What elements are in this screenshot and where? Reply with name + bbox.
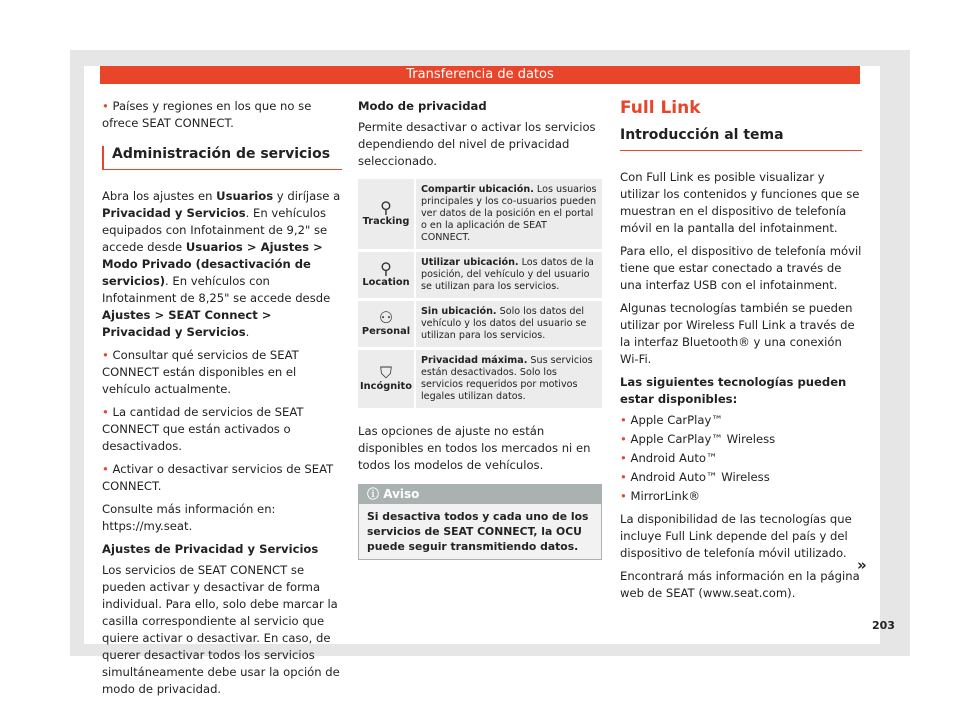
paragraph-servicios: Los servicios de SEAT CONENCT se pueden activar y desactivar de forma individual. Para ello, solo debe marcar la casilla correspondiente al servicio que quiere activar o desactivar. En caso, de querer desactivar todos los servicios simultáneamente debe usar la opción de modo de privacidad. [102, 563, 340, 696]
table-row [358, 350, 602, 408]
notice-header [359, 485, 601, 504]
bullet-item: • Apple CarPlay™ Wireless [620, 431, 862, 448]
continue-marker: » [857, 556, 867, 574]
menu-path: Usuarios > Ajustes > Modo Privado (desactivación de servicios) [102, 240, 323, 288]
menu-path: Ajustes > SEAT Connect > Privacidad y Servicios [102, 308, 272, 339]
table-row [358, 301, 602, 347]
text: . En vehículos con Infotainment de 8,25" se accede desde [102, 274, 331, 305]
paragraph-note: Las opciones de ajuste no están disponibles en todos los mercados ni en todos los modelos de vehículos. [358, 424, 591, 472]
mode-title: Sin ubicación. [421, 306, 497, 317]
heading-administracion: Administración de servicios [102, 146, 342, 170]
bullet-item: • Android Auto™ Wireless [620, 469, 862, 486]
person-icon: ⚇ [378, 308, 394, 327]
mode-title: Compartir ubicación. [421, 184, 534, 195]
mode-cell [358, 252, 416, 298]
subheading-privacidad: Ajustes de Privacidad y Servicios [102, 542, 319, 556]
bullet-item: • MirrorLink® [620, 488, 862, 505]
table-row [358, 252, 602, 298]
subheading-modo: Modo de privacidad [358, 99, 487, 113]
location-icon: ⚲ [380, 259, 392, 278]
text: Abra los ajustes en [102, 189, 217, 203]
paragraph-ajustes [102, 188, 342, 341]
table-row [358, 179, 602, 249]
mode-desc [416, 301, 602, 347]
paragraph: Con Full Link es posible visualizar y utilizar los contenidos y funciones que se muestran en el dispositivo de telefonía móvil en la pantalla del infotainment. [620, 170, 860, 235]
mode-desc [416, 350, 602, 408]
mode-cell [358, 350, 416, 408]
menu-path: Usuarios [216, 189, 274, 203]
heading-introduccion: Introducción al tema [620, 127, 862, 151]
column-2 [358, 98, 602, 560]
mode-cell [358, 179, 416, 249]
text: . [245, 325, 250, 339]
notice-title: Aviso [383, 487, 420, 501]
bullet-item: • La cantidad de servicios de SEAT CONNECT que están activados o desactivados. [102, 404, 342, 455]
bullet-item: • Activar o desactivar servicios de SEAT CONNECT. [102, 461, 342, 495]
paragraph: Algunas tecnologías también se pueden utilizar por Wireless Full Link a través de la interfaz Bluetooth® y una conexión Wi-Fi. [620, 301, 855, 366]
mode-title: Utilizar ubicación. [421, 257, 519, 268]
text: . En vehículos equipados con Infotainment de 9,2" se accede desde [102, 206, 328, 254]
mode-text: Los usuarios principales y los co-usuarios pueden ver datos de la posición en el portal o en la aplicación de SEAT CONNECT. [421, 184, 597, 243]
privacy-modes-table [358, 176, 602, 411]
incognito-icon: ⛉ [379, 363, 392, 382]
bullet-item: • Países y regiones en los que no se ofrece SEAT CONNECT. [102, 98, 342, 132]
mode-label: Tracking [362, 216, 410, 227]
mode-text: Los datos de la posición, del vehículo y del usuario se utilizan para los servicios. [421, 257, 594, 292]
mode-cell [358, 301, 416, 347]
column-1 [102, 98, 342, 704]
mode-text: Solo los datos del vehículo y los datos del usuario se utilizan para los servicios. [421, 306, 587, 341]
title-full-link: Full Link [620, 98, 701, 118]
mode-text: Sus servicios están desactivados. Solo los servicios requeridos por motivos legales utilizan datos. [421, 355, 593, 402]
paragraph: La disponibilidad de las tecnologías que incluye Full Link depende del país y del dispositivo de telefonía móvil utilizado. [620, 512, 852, 560]
mode-label: Location [362, 277, 410, 288]
bullet-item: • Android Auto™ [620, 450, 862, 467]
page-number: 203 [872, 619, 895, 632]
paragraph-intro: Permite desactivar o activar los servicios dependiendo del nivel de privacidad seleccionado. [358, 120, 596, 168]
section-header: Transferencia de datos [100, 66, 860, 84]
bullet-item: • Consultar qué servicios de SEAT CONNECT están disponibles en el vehículo actualmente. [102, 347, 342, 398]
mode-label: Incógnito [360, 381, 412, 392]
text: y diríjase a [273, 189, 341, 203]
mode-desc [416, 179, 602, 249]
bullet-item: • Apple CarPlay™ [620, 412, 862, 429]
column-3 [620, 98, 862, 608]
paragraph: Encontrará más información en la página web de SEAT (www.seat.com). [620, 569, 860, 600]
notice-text: Si desactiva todos y cada uno de los servicios de SEAT CONNECT, la OCU puede seguir transmitiendo datos. [359, 504, 601, 559]
menu-path: Privacidad y Servicios [102, 206, 246, 220]
mode-title: Privacidad máxima. [421, 355, 528, 366]
tracking-icon: ⚲ [380, 198, 392, 217]
paragraph: Para ello, el dispositivo de telefonía móvil tiene que estar conectado a través de una interfaz USB con el infotainment. [620, 244, 862, 292]
subheading-tecnologias: Las siguientes tecnologías pueden estar disponibles: [620, 375, 847, 406]
notice-box [358, 484, 602, 560]
mode-desc [416, 252, 602, 298]
info-icon: ⓘ [367, 487, 380, 501]
more-info: Consulte más información en: https://my.seat. [102, 502, 276, 533]
mode-label: Personal [361, 326, 411, 337]
